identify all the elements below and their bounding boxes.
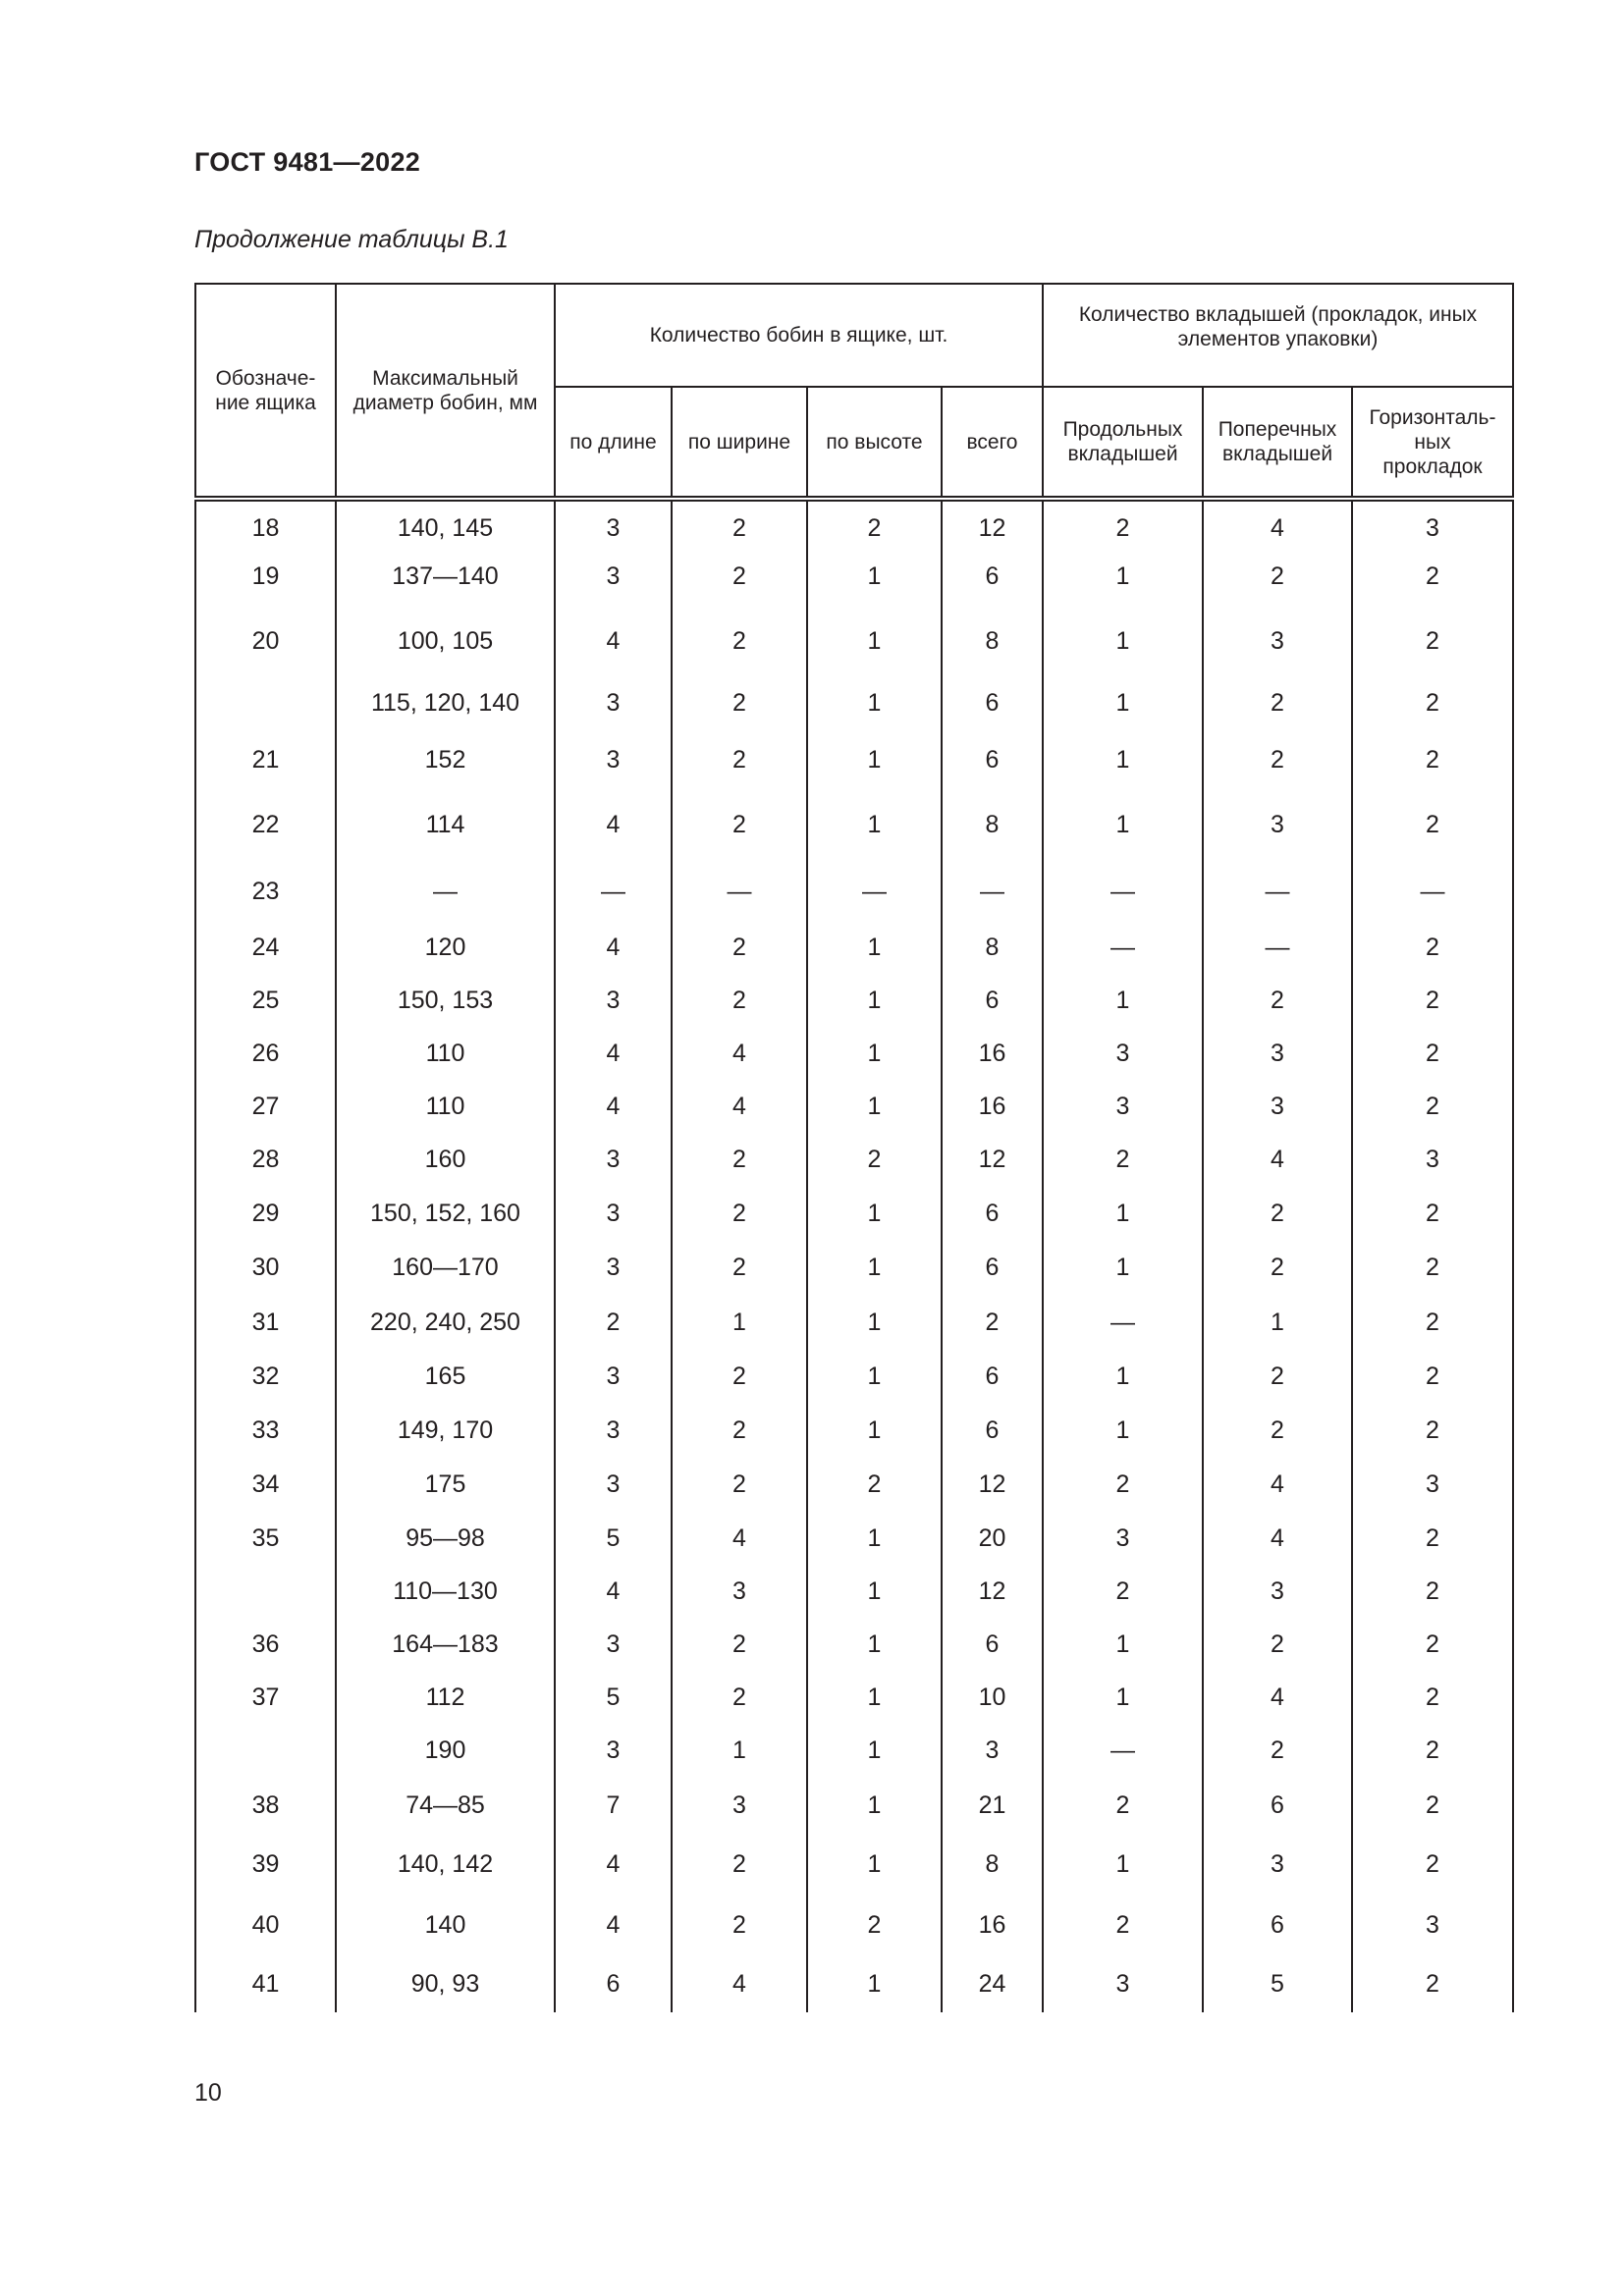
- cell-total: 2: [942, 1295, 1043, 1350]
- table-row: [195, 1724, 1513, 1777]
- table-row: [195, 862, 1513, 921]
- cell-transverse: 6: [1203, 1777, 1352, 1834]
- cell-by-width: 4: [672, 1955, 807, 2012]
- cell-max-diameter: 140: [336, 1895, 555, 1955]
- cell-max-diameter: 110—130: [336, 1565, 555, 1618]
- cell-horizontal: 2: [1352, 1350, 1513, 1403]
- cell-by-width: 2: [672, 787, 807, 862]
- table-body: [195, 499, 1513, 2012]
- cell-total: 16: [942, 1027, 1043, 1080]
- cell-transverse: 4: [1203, 499, 1352, 544]
- cell-horizontal: 2: [1352, 1618, 1513, 1671]
- cell-longitudinal: 3: [1043, 1512, 1203, 1565]
- cell-max-diameter: 100, 105: [336, 609, 555, 673]
- table-row: [195, 1403, 1513, 1458]
- cell-by-length: 5: [555, 1512, 672, 1565]
- cell-designation: 25: [195, 974, 336, 1027]
- cell-by-length: 4: [555, 1080, 672, 1133]
- cell-by-width: 2: [672, 921, 807, 974]
- cell-by-height: 1: [807, 673, 942, 732]
- cell-longitudinal: 1: [1043, 1241, 1203, 1295]
- cell-designation: 19: [195, 544, 336, 609]
- cell-by-width: 2: [672, 1618, 807, 1671]
- cell-max-diameter: 140, 142: [336, 1834, 555, 1895]
- cell-transverse: 3: [1203, 1080, 1352, 1133]
- data-table-wrapper: [194, 283, 1512, 2012]
- cell-by-height: 1: [807, 1955, 942, 2012]
- cell-transverse: 2: [1203, 974, 1352, 1027]
- cell-longitudinal: 2: [1043, 1133, 1203, 1186]
- cell-longitudinal: 1: [1043, 673, 1203, 732]
- cell-longitudinal: 1: [1043, 787, 1203, 862]
- cell-total: 16: [942, 1895, 1043, 1955]
- cell-designation: 26: [195, 1027, 336, 1080]
- cell-by-width: 2: [672, 499, 807, 544]
- cell-total: —: [942, 862, 1043, 921]
- cell-by-length: 3: [555, 1350, 672, 1403]
- cell-max-diameter: 175: [336, 1458, 555, 1512]
- cell-horizontal: 2: [1352, 1724, 1513, 1777]
- header-by-width: по ширине: [672, 387, 807, 499]
- table-row: [195, 1241, 1513, 1295]
- table-row: [195, 1295, 1513, 1350]
- cell-by-length: 3: [555, 1458, 672, 1512]
- cell-max-diameter: 90, 93: [336, 1955, 555, 2012]
- cell-horizontal: 3: [1352, 499, 1513, 544]
- cell-horizontal: 2: [1352, 921, 1513, 974]
- cell-horizontal: 2: [1352, 1671, 1513, 1724]
- table-row: [195, 1350, 1513, 1403]
- cell-by-length: 3: [555, 1133, 672, 1186]
- header-max-diameter: Максимальный диаметр бобин, мм: [336, 284, 555, 499]
- cell-designation: 40: [195, 1895, 336, 1955]
- cell-total: 6: [942, 974, 1043, 1027]
- cell-total: 20: [942, 1512, 1043, 1565]
- cell-horizontal: 2: [1352, 1955, 1513, 2012]
- cell-longitudinal: 1: [1043, 544, 1203, 609]
- cell-by-width: 4: [672, 1512, 807, 1565]
- cell-max-diameter: 150, 152, 160: [336, 1186, 555, 1241]
- cell-designation: [195, 673, 336, 732]
- cell-designation: 37: [195, 1671, 336, 1724]
- cell-designation: 30: [195, 1241, 336, 1295]
- cell-by-length: 3: [555, 544, 672, 609]
- cell-designation: 23: [195, 862, 336, 921]
- table-row: [195, 1186, 1513, 1241]
- cell-designation: 22: [195, 787, 336, 862]
- bobbin-packaging-table: [194, 283, 1514, 2012]
- cell-by-length: 2: [555, 1295, 672, 1350]
- cell-horizontal: 2: [1352, 1565, 1513, 1618]
- cell-max-diameter: 112: [336, 1671, 555, 1724]
- cell-by-height: 1: [807, 921, 942, 974]
- cell-max-diameter: 165: [336, 1350, 555, 1403]
- cell-by-width: 2: [672, 1241, 807, 1295]
- cell-by-height: 1: [807, 974, 942, 1027]
- table-row: [195, 1027, 1513, 1080]
- cell-by-width: 1: [672, 1724, 807, 1777]
- cell-by-length: 3: [555, 1724, 672, 1777]
- cell-designation: [195, 1724, 336, 1777]
- cell-total: 6: [942, 1241, 1043, 1295]
- cell-by-width: 2: [672, 1458, 807, 1512]
- cell-designation: 24: [195, 921, 336, 974]
- cell-designation: 41: [195, 1955, 336, 2012]
- cell-longitudinal: 3: [1043, 1955, 1203, 2012]
- cell-total: 12: [942, 1458, 1043, 1512]
- cell-by-width: 3: [672, 1565, 807, 1618]
- table-row: [195, 673, 1513, 732]
- cell-longitudinal: 2: [1043, 1565, 1203, 1618]
- cell-horizontal: 2: [1352, 974, 1513, 1027]
- cell-transverse: 6: [1203, 1895, 1352, 1955]
- cell-by-length: 4: [555, 1565, 672, 1618]
- cell-total: 6: [942, 1618, 1043, 1671]
- table-row: [195, 1133, 1513, 1186]
- cell-total: 10: [942, 1671, 1043, 1724]
- cell-by-width: 3: [672, 1777, 807, 1834]
- table-row: [195, 544, 1513, 609]
- cell-total: 24: [942, 1955, 1043, 2012]
- cell-horizontal: 2: [1352, 787, 1513, 862]
- cell-horizontal: 2: [1352, 1512, 1513, 1565]
- header-group-bobbins: Количество бобин в ящике, шт.: [555, 284, 1043, 387]
- cell-designation: 36: [195, 1618, 336, 1671]
- cell-by-width: 2: [672, 1895, 807, 1955]
- cell-horizontal: —: [1352, 862, 1513, 921]
- cell-longitudinal: 1: [1043, 609, 1203, 673]
- cell-horizontal: 2: [1352, 544, 1513, 609]
- cell-transverse: —: [1203, 862, 1352, 921]
- cell-longitudinal: 3: [1043, 1027, 1203, 1080]
- cell-total: 6: [942, 673, 1043, 732]
- cell-total: 8: [942, 787, 1043, 862]
- cell-designation: 32: [195, 1350, 336, 1403]
- cell-by-height: 1: [807, 1565, 942, 1618]
- cell-by-height: 1: [807, 1777, 942, 1834]
- table-row: [195, 1618, 1513, 1671]
- cell-transverse: 4: [1203, 1133, 1352, 1186]
- cell-by-width: 2: [672, 673, 807, 732]
- cell-designation: 38: [195, 1777, 336, 1834]
- document-header: ГОСТ 9481—2022: [194, 147, 421, 177]
- cell-transverse: 3: [1203, 787, 1352, 862]
- cell-longitudinal: —: [1043, 862, 1203, 921]
- cell-by-length: 3: [555, 673, 672, 732]
- table-row: [195, 609, 1513, 673]
- cell-transverse: 2: [1203, 1241, 1352, 1295]
- cell-longitudinal: 2: [1043, 1458, 1203, 1512]
- cell-by-length: 7: [555, 1777, 672, 1834]
- cell-designation: 28: [195, 1133, 336, 1186]
- cell-longitudinal: —: [1043, 1724, 1203, 1777]
- cell-max-diameter: 95—98: [336, 1512, 555, 1565]
- cell-transverse: 3: [1203, 1027, 1352, 1080]
- cell-max-diameter: 164—183: [336, 1618, 555, 1671]
- cell-transverse: 2: [1203, 544, 1352, 609]
- cell-max-diameter: 160: [336, 1133, 555, 1186]
- cell-by-height: 1: [807, 1834, 942, 1895]
- cell-designation: 39: [195, 1834, 336, 1895]
- cell-total: 6: [942, 1403, 1043, 1458]
- cell-designation: 21: [195, 732, 336, 787]
- cell-designation: 18: [195, 499, 336, 544]
- cell-horizontal: 2: [1352, 673, 1513, 732]
- cell-by-height: 1: [807, 1671, 942, 1724]
- cell-transverse: 3: [1203, 609, 1352, 673]
- cell-horizontal: 3: [1352, 1133, 1513, 1186]
- header-longitudinal-inserts: Продольных вкладышей: [1043, 387, 1203, 499]
- cell-total: 12: [942, 1133, 1043, 1186]
- table-row: [195, 1777, 1513, 1834]
- cell-by-length: 3: [555, 1241, 672, 1295]
- header-total: всего: [942, 387, 1043, 499]
- table-row: [195, 1671, 1513, 1724]
- cell-max-diameter: 152: [336, 732, 555, 787]
- cell-total: 12: [942, 499, 1043, 544]
- cell-by-width: 2: [672, 974, 807, 1027]
- cell-total: 6: [942, 1350, 1043, 1403]
- cell-horizontal: 2: [1352, 1080, 1513, 1133]
- table-row: [195, 1458, 1513, 1512]
- cell-horizontal: 2: [1352, 609, 1513, 673]
- cell-total: 8: [942, 1834, 1043, 1895]
- table-row: [195, 732, 1513, 787]
- cell-total: 6: [942, 544, 1043, 609]
- cell-by-height: 2: [807, 499, 942, 544]
- cell-by-length: —: [555, 862, 672, 921]
- table-row: [195, 1955, 1513, 2012]
- cell-longitudinal: —: [1043, 921, 1203, 974]
- cell-by-height: 1: [807, 1512, 942, 1565]
- cell-by-length: 6: [555, 1955, 672, 2012]
- cell-max-diameter: 120: [336, 921, 555, 974]
- cell-max-diameter: 149, 170: [336, 1403, 555, 1458]
- cell-horizontal: 2: [1352, 1027, 1513, 1080]
- table-row: [195, 921, 1513, 974]
- cell-max-diameter: 140, 145: [336, 499, 555, 544]
- cell-longitudinal: 1: [1043, 732, 1203, 787]
- cell-total: 6: [942, 732, 1043, 787]
- cell-by-length: 4: [555, 921, 672, 974]
- cell-longitudinal: —: [1043, 1295, 1203, 1350]
- cell-by-height: 1: [807, 1618, 942, 1671]
- cell-by-width: 4: [672, 1027, 807, 1080]
- cell-designation: 27: [195, 1080, 336, 1133]
- cell-by-height: 2: [807, 1458, 942, 1512]
- cell-by-length: 3: [555, 499, 672, 544]
- cell-transverse: 4: [1203, 1512, 1352, 1565]
- cell-max-diameter: 110: [336, 1027, 555, 1080]
- cell-horizontal: 2: [1352, 732, 1513, 787]
- cell-by-height: 1: [807, 1350, 942, 1403]
- cell-total: 16: [942, 1080, 1043, 1133]
- cell-longitudinal: 1: [1043, 1834, 1203, 1895]
- cell-max-diameter: —: [336, 862, 555, 921]
- cell-max-diameter: 150, 153: [336, 974, 555, 1027]
- cell-by-length: 3: [555, 1403, 672, 1458]
- cell-transverse: 2: [1203, 732, 1352, 787]
- cell-by-length: 3: [555, 974, 672, 1027]
- cell-by-height: 1: [807, 1080, 942, 1133]
- cell-longitudinal: 2: [1043, 1895, 1203, 1955]
- cell-total: 3: [942, 1724, 1043, 1777]
- cell-total: 8: [942, 609, 1043, 673]
- cell-by-width: 2: [672, 544, 807, 609]
- table-row: [195, 1834, 1513, 1895]
- cell-max-diameter: 74—85: [336, 1777, 555, 1834]
- cell-transverse: 4: [1203, 1671, 1352, 1724]
- cell-total: 8: [942, 921, 1043, 974]
- cell-transverse: 2: [1203, 1724, 1352, 1777]
- cell-by-width: 2: [672, 1403, 807, 1458]
- header-transverse-inserts: Поперечных вкладышей: [1203, 387, 1352, 499]
- cell-by-height: 2: [807, 1895, 942, 1955]
- cell-longitudinal: 1: [1043, 1403, 1203, 1458]
- cell-max-diameter: 220, 240, 250: [336, 1295, 555, 1350]
- cell-by-length: 4: [555, 1834, 672, 1895]
- cell-by-width: 2: [672, 1834, 807, 1895]
- cell-horizontal: 3: [1352, 1895, 1513, 1955]
- cell-max-diameter: 110: [336, 1080, 555, 1133]
- cell-by-height: —: [807, 862, 942, 921]
- cell-designation: 35: [195, 1512, 336, 1565]
- cell-total: 6: [942, 1186, 1043, 1241]
- header-group-inserts: Количество вкладышей (прокладок, иных элементов упаковки): [1043, 284, 1513, 387]
- table-row: [195, 1895, 1513, 1955]
- cell-by-width: —: [672, 862, 807, 921]
- cell-longitudinal: 2: [1043, 499, 1203, 544]
- cell-by-length: 3: [555, 1186, 672, 1241]
- cell-transverse: —: [1203, 921, 1352, 974]
- page-number: 10: [194, 2079, 222, 2107]
- cell-by-length: 4: [555, 609, 672, 673]
- cell-by-length: 5: [555, 1671, 672, 1724]
- cell-max-diameter: 160—170: [336, 1241, 555, 1295]
- header-by-height: по высоте: [807, 387, 942, 499]
- cell-longitudinal: 2: [1043, 1777, 1203, 1834]
- cell-by-length: 4: [555, 1027, 672, 1080]
- cell-transverse: 2: [1203, 1350, 1352, 1403]
- header-horizontal-spacers: Горизонталь- ных прокладок: [1352, 387, 1513, 499]
- header-designation: Обозначе- ние ящика: [195, 284, 336, 499]
- cell-by-width: 2: [672, 1671, 807, 1724]
- cell-max-diameter: 115, 120, 140: [336, 673, 555, 732]
- table-row: [195, 1512, 1513, 1565]
- cell-transverse: 2: [1203, 673, 1352, 732]
- cell-longitudinal: 1: [1043, 974, 1203, 1027]
- cell-horizontal: 2: [1352, 1295, 1513, 1350]
- cell-by-height: 1: [807, 1295, 942, 1350]
- cell-by-height: 1: [807, 787, 942, 862]
- header-by-length: по длине: [555, 387, 672, 499]
- cell-by-length: 3: [555, 732, 672, 787]
- cell-by-height: 1: [807, 1724, 942, 1777]
- cell-designation: 34: [195, 1458, 336, 1512]
- cell-by-height: 1: [807, 1027, 942, 1080]
- cell-horizontal: 2: [1352, 1186, 1513, 1241]
- cell-horizontal: 2: [1352, 1834, 1513, 1895]
- cell-longitudinal: 1: [1043, 1671, 1203, 1724]
- cell-by-width: 4: [672, 1080, 807, 1133]
- table-row: [195, 1565, 1513, 1618]
- cell-by-width: 2: [672, 1133, 807, 1186]
- cell-designation: 29: [195, 1186, 336, 1241]
- cell-transverse: 2: [1203, 1403, 1352, 1458]
- cell-longitudinal: 1: [1043, 1186, 1203, 1241]
- cell-designation: [195, 1565, 336, 1618]
- cell-total: 12: [942, 1565, 1043, 1618]
- cell-by-length: 4: [555, 787, 672, 862]
- cell-horizontal: 3: [1352, 1458, 1513, 1512]
- cell-by-height: 1: [807, 1186, 942, 1241]
- cell-transverse: 2: [1203, 1618, 1352, 1671]
- cell-by-height: 1: [807, 732, 942, 787]
- cell-longitudinal: 1: [1043, 1618, 1203, 1671]
- cell-by-width: 2: [672, 1186, 807, 1241]
- cell-by-width: 2: [672, 732, 807, 787]
- cell-max-diameter: 114: [336, 787, 555, 862]
- cell-transverse: 1: [1203, 1295, 1352, 1350]
- cell-by-height: 1: [807, 1403, 942, 1458]
- cell-by-width: 1: [672, 1295, 807, 1350]
- cell-by-width: 2: [672, 1350, 807, 1403]
- cell-longitudinal: 3: [1043, 1080, 1203, 1133]
- table-row: [195, 974, 1513, 1027]
- cell-by-height: 1: [807, 544, 942, 609]
- cell-total: 21: [942, 1777, 1043, 1834]
- cell-by-height: 1: [807, 609, 942, 673]
- cell-transverse: 2: [1203, 1186, 1352, 1241]
- cell-horizontal: 2: [1352, 1403, 1513, 1458]
- cell-designation: 31: [195, 1295, 336, 1350]
- cell-by-length: 3: [555, 1618, 672, 1671]
- table-row: [195, 787, 1513, 862]
- cell-designation: 20: [195, 609, 336, 673]
- table-caption: Продолжение таблицы В.1: [194, 226, 509, 253]
- cell-transverse: 5: [1203, 1955, 1352, 2012]
- cell-by-height: 2: [807, 1133, 942, 1186]
- table-row: [195, 1080, 1513, 1133]
- cell-horizontal: 2: [1352, 1777, 1513, 1834]
- cell-max-diameter: 190: [336, 1724, 555, 1777]
- cell-transverse: 4: [1203, 1458, 1352, 1512]
- cell-transverse: 3: [1203, 1834, 1352, 1895]
- table-row: [195, 499, 1513, 544]
- cell-horizontal: 2: [1352, 1241, 1513, 1295]
- cell-max-diameter: 137—140: [336, 544, 555, 609]
- cell-longitudinal: 1: [1043, 1350, 1203, 1403]
- cell-by-height: 1: [807, 1241, 942, 1295]
- cell-by-width: 2: [672, 609, 807, 673]
- cell-transverse: 3: [1203, 1565, 1352, 1618]
- cell-by-length: 4: [555, 1895, 672, 1955]
- cell-designation: 33: [195, 1403, 336, 1458]
